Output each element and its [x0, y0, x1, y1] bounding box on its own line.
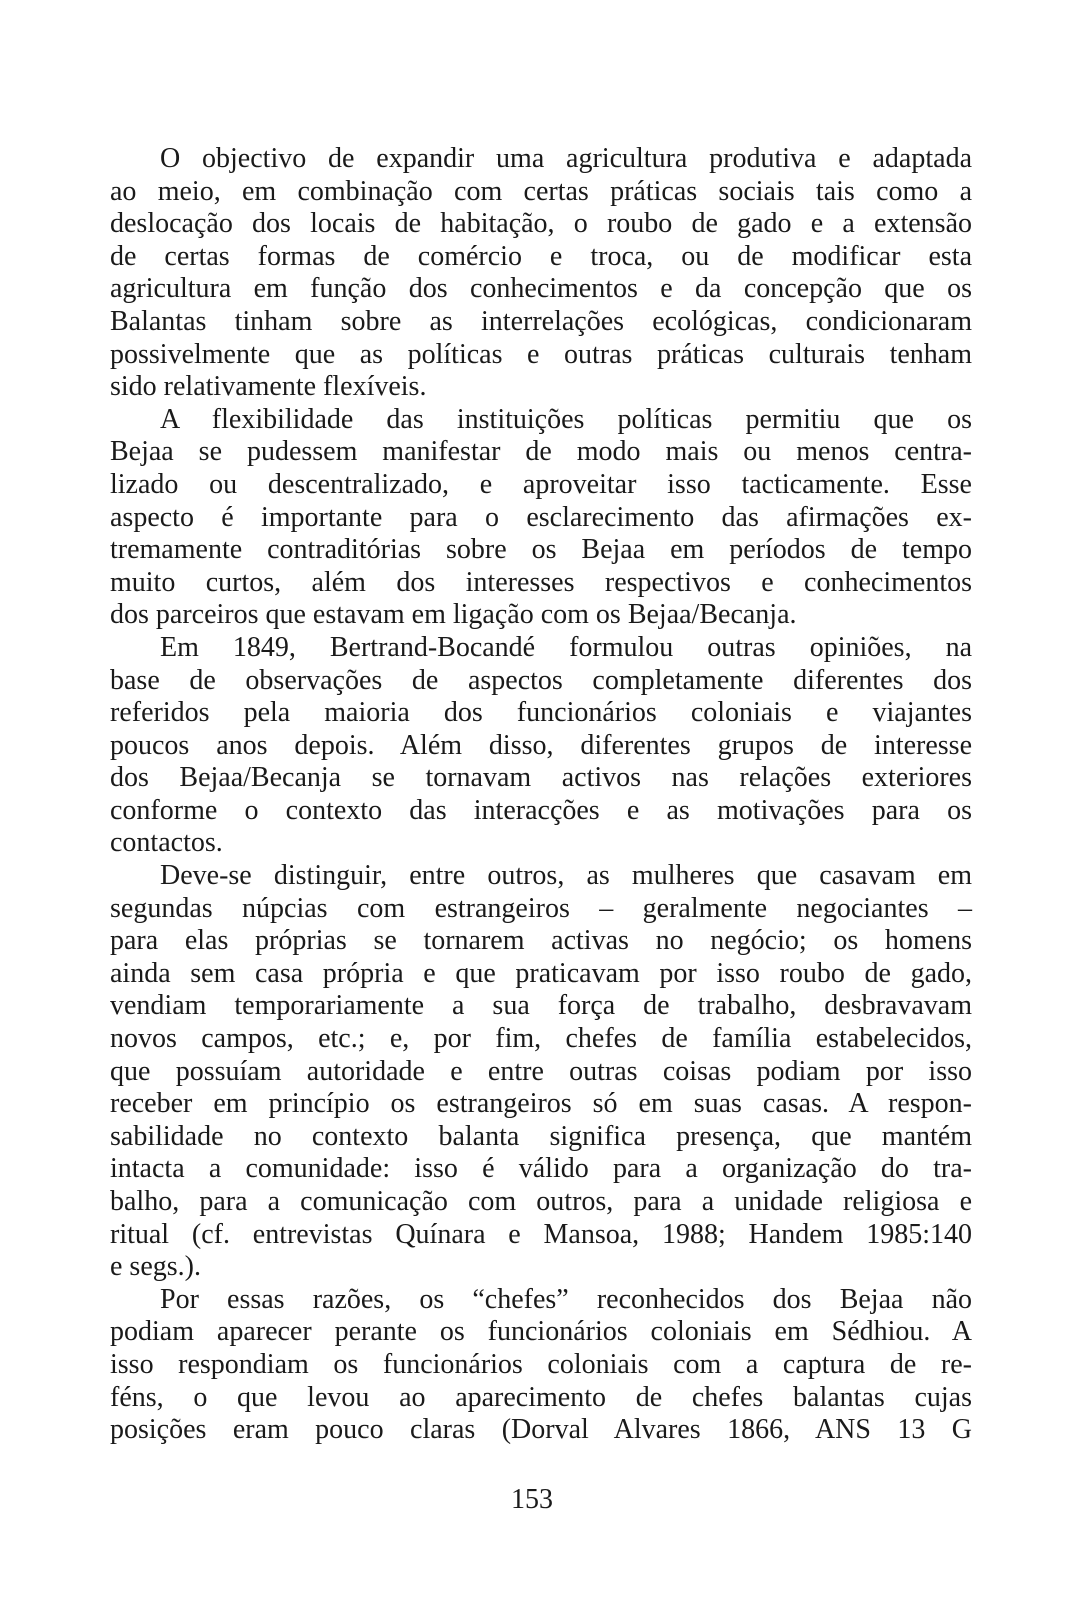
text-line: féns, o que levou ao aparecimento de chefes balantas cujas [110, 1381, 972, 1413]
text-line: ainda sem casa própria e que praticavam por isso roubo de gado, [110, 957, 972, 989]
text-line: ao meio, em combinação com certas práticas sociais tais como a [110, 175, 972, 207]
text-line: conforme o contexto das interacções e as motivações para os [110, 794, 972, 826]
text-line: sido relativamente flexíveis. [110, 371, 427, 403]
text-line: segundas núpcias com estrangeiros – geralmente negociantes – [110, 892, 972, 924]
page-body [110, 143, 972, 1447]
text-line: que possuíam autoridade e entre outras coisas podiam por isso [110, 1055, 972, 1087]
text-line: referidos pela maioria dos funcionários coloniais e viajantes [110, 697, 972, 729]
text-line: dos Bejaa/Becanja se tornavam activos nas relações exteriores [110, 762, 972, 794]
text-line: Bejaa se pudessem manifestar de modo mais ou menos centra- [110, 436, 972, 468]
paragraph [110, 143, 972, 404]
text-line: agricultura em função dos conhecimentos e da concepção que os [110, 273, 972, 305]
text-line: isso respondiam os funcionários coloniais com a captura de re- [110, 1348, 972, 1380]
text-line: receber em princípio os estrangeiros só em suas casas. A respon- [110, 1088, 972, 1120]
text-line: contactos. [110, 827, 223, 859]
text-line: poucos anos depois. Além disso, diferentes grupos de interesse [110, 729, 972, 761]
text-line: base de observações de aspectos completamente diferentes dos [110, 664, 972, 696]
text-line: intacta a comunidade: isso é válido para a organização do tra- [110, 1153, 972, 1185]
paragraph [110, 860, 972, 1284]
text-line: A flexibilidade das instituições políticas permitiu que os [160, 403, 972, 435]
text-line: podiam aparecer perante os funcionários coloniais em Sédhiou. A [110, 1316, 972, 1348]
paragraph [110, 632, 972, 860]
text-line: muito curtos, além dos interesses respectivos e conhecimentos [110, 566, 972, 598]
text-line: novos campos, etc.; e, por fim, chefes de família estabelecidos, [110, 1023, 972, 1055]
text-line: de certas formas de comércio e troca, ou de modificar esta [110, 240, 972, 272]
text-line: sabilidade no contexto balanta significa presença, que mantém [110, 1120, 972, 1152]
text-line: O objectivo de expandir uma agricultura produtiva e adaptada [160, 143, 972, 174]
text-line: possivelmente que as políticas e outras práticas culturais tenham [110, 338, 972, 370]
text-line: balho, para a comunicação com outros, para a unidade religiosa e [110, 1186, 972, 1217]
text-line: e segs.). [110, 1251, 201, 1283]
text-line: lizado ou descentralizado, e aproveitar isso tacticamente. Esse [110, 468, 972, 500]
text-line: posições eram pouco claras (Dorval Alvares 1866, ANS 13 G [110, 1414, 972, 1446]
text-line: ritual (cf. entrevistas Quínara e Mansoa, 1988; Handem 1985:140 [110, 1218, 972, 1250]
paragraph [110, 1284, 972, 1447]
text-line: Balantas tinham sobre as interrelações ecológicas, condicionaram [110, 305, 972, 337]
paragraph [110, 404, 972, 632]
text-line: Por essas razões, os “chefes” reconhecidos dos Bejaa não [160, 1283, 972, 1315]
text-line: deslocação dos locais de habitação, o roubo de gado e a extensão [110, 208, 972, 240]
text-line: dos parceiros que estavam em ligação com os Bejaa/Becanja. [110, 599, 797, 631]
text-line: aspecto é importante para o esclarecimento das afirmações ex- [110, 501, 972, 533]
page-number: 153 [511, 1484, 553, 1515]
text-line: para elas próprias se tornarem activas no negócio; os homens [110, 925, 972, 957]
text-line: Em 1849, Bertrand-Bocandé formulou outras opiniões, na [160, 631, 972, 663]
text-line: vendiam temporariamente a sua força de trabalho, desbravavam [110, 990, 972, 1022]
text-line: Deve-se distinguir, entre outros, as mulheres que casavam em [160, 860, 972, 892]
text-line: tremamente contraditórias sobre os Bejaa em períodos de tempo [110, 534, 972, 566]
